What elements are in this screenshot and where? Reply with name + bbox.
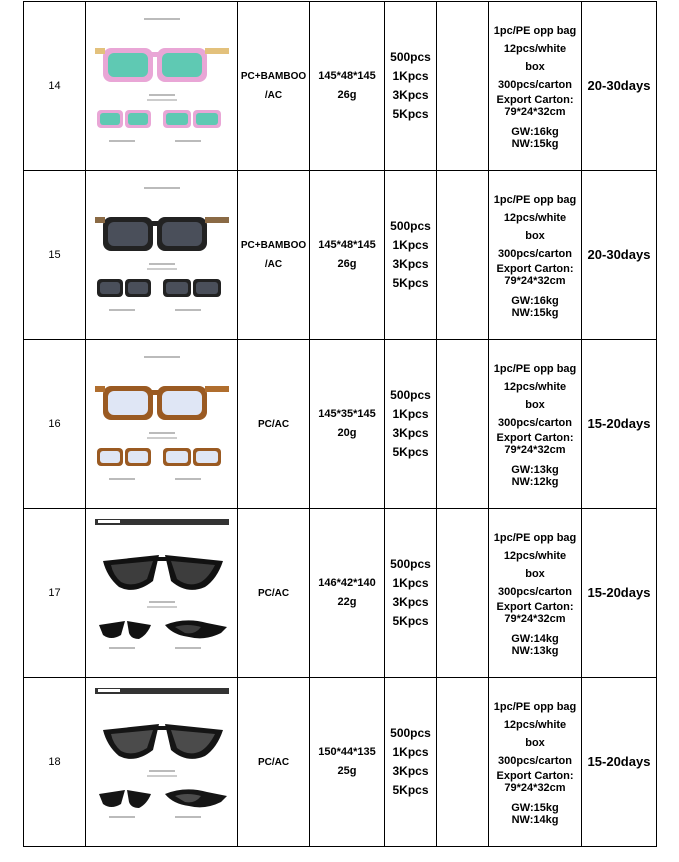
- dimension-text: 150*44*135: [318, 746, 376, 758]
- product-image: [89, 10, 235, 162]
- item-number: 15: [48, 249, 61, 261]
- packing-line: 79*24*32cm: [504, 106, 566, 118]
- packing-line: NW:13kg: [511, 645, 559, 657]
- moq-tier: 500pcs: [390, 557, 431, 571]
- spacer: [489, 118, 581, 126]
- spacer: [489, 456, 581, 464]
- size-weight-cell: [310, 678, 385, 847]
- packing-line: 79*24*32cm: [504, 782, 566, 794]
- packing-line: 79*24*32cm: [504, 613, 566, 625]
- item-number-cell: [24, 340, 86, 509]
- packing-line: 12pcs/white: [503, 43, 567, 55]
- item-number: 18: [48, 756, 61, 768]
- price-cell: [437, 678, 489, 847]
- material-cell: [238, 2, 310, 171]
- product-image-cell: [86, 340, 238, 509]
- moq-tier: 500pcs: [390, 726, 431, 740]
- packing-line: 300pcs/carton: [498, 755, 572, 767]
- lead-time-cell: [582, 2, 657, 171]
- moq-tier: 3Kpcs: [392, 257, 429, 271]
- dimension-text: 145*35*145: [318, 408, 376, 420]
- packing-line: 300pcs/carton: [498, 248, 572, 260]
- material-line: PC/AC: [257, 587, 290, 599]
- price-cell: [437, 340, 489, 509]
- packing-line: GW:13kg: [511, 464, 559, 476]
- packing-line: box: [525, 230, 545, 242]
- packing-line: 1pc/PE opp bag: [493, 701, 577, 713]
- product-image: [89, 686, 235, 838]
- packing-line: 79*24*32cm: [504, 275, 566, 287]
- packing-line: NW:15kg: [511, 138, 559, 150]
- moq-tier: 1Kpcs: [392, 745, 429, 759]
- material-line: PC/AC: [257, 418, 290, 430]
- packing-line: 1pc/PE opp bag: [493, 532, 577, 544]
- packing-line: box: [525, 737, 545, 749]
- packing-cell: [489, 2, 582, 171]
- weight-text: 20g: [337, 427, 357, 439]
- lead-time: 15-20days: [587, 416, 651, 431]
- packing-cell: [489, 678, 582, 847]
- weight-text: 26g: [337, 89, 357, 101]
- material-line: PC/AC: [257, 756, 290, 768]
- table-row: [24, 678, 657, 847]
- moq-tier: 1Kpcs: [392, 407, 429, 421]
- item-number: 17: [48, 587, 61, 599]
- material-cell: [238, 678, 310, 847]
- item-number-cell: [24, 2, 86, 171]
- packing-line: 300pcs/carton: [498, 417, 572, 429]
- packing-line: GW:15kg: [511, 802, 559, 814]
- moq-tier: 1Kpcs: [392, 576, 429, 590]
- packing-line: 1pc/PE opp bag: [493, 363, 577, 375]
- lead-time-cell: [582, 678, 657, 847]
- packing-line: 12pcs/white: [503, 212, 567, 224]
- packing-line: GW:16kg: [511, 295, 559, 307]
- item-number: 16: [48, 418, 61, 430]
- material-cell: [238, 509, 310, 678]
- table-row: [24, 509, 657, 678]
- dimension-text: 146*42*140: [318, 577, 376, 589]
- weight-text: 26g: [337, 258, 357, 270]
- item-number: 14: [48, 80, 61, 92]
- packing-line: 300pcs/carton: [498, 586, 572, 598]
- material-line: PC+BAMBOO: [240, 240, 307, 251]
- product-image-cell: [86, 171, 238, 340]
- lead-time: 20-30days: [587, 78, 651, 93]
- material-line: PC+BAMBOO: [240, 71, 307, 82]
- spacer: [489, 625, 581, 633]
- lead-time: 20-30days: [587, 247, 651, 262]
- packing-line: box: [525, 568, 545, 580]
- item-number-cell: [24, 678, 86, 847]
- product-image-cell: [86, 509, 238, 678]
- packing-line: Export Carton:: [496, 94, 574, 106]
- packing-line: 1pc/PE opp bag: [493, 25, 577, 37]
- moq-cell: [385, 678, 437, 847]
- material-cell: [238, 340, 310, 509]
- material-cell: [238, 171, 310, 340]
- lead-time-cell: [582, 171, 657, 340]
- price-cell: [437, 509, 489, 678]
- moq-tier: 3Kpcs: [392, 426, 429, 440]
- packing-cell: [489, 509, 582, 678]
- moq-tier: 5Kpcs: [392, 445, 429, 459]
- moq-cell: [385, 509, 437, 678]
- packing-line: 300pcs/carton: [498, 79, 572, 91]
- table-row: [24, 340, 657, 509]
- moq-tier: 5Kpcs: [392, 276, 429, 290]
- product-image: [89, 348, 235, 500]
- moq-tier: 3Kpcs: [392, 88, 429, 102]
- dimension-text: 145*48*145: [318, 70, 376, 82]
- packing-cell: [489, 340, 582, 509]
- moq-tier: 5Kpcs: [392, 107, 429, 121]
- packing-line: Export Carton:: [496, 263, 574, 275]
- table-body: [24, 2, 657, 847]
- lead-time: 15-20days: [587, 585, 651, 600]
- packing-cell: [489, 171, 582, 340]
- product-image-cell: [86, 2, 238, 171]
- packing-line: 12pcs/white: [503, 719, 567, 731]
- packing-line: NW:14kg: [511, 814, 559, 826]
- weight-text: 25g: [337, 765, 357, 777]
- lead-time-cell: [582, 340, 657, 509]
- packing-line: 12pcs/white: [503, 381, 567, 393]
- moq-tier: 3Kpcs: [392, 764, 429, 778]
- packing-line: GW:14kg: [511, 633, 559, 645]
- packing-line: 79*24*32cm: [504, 444, 566, 456]
- price-cell: [437, 171, 489, 340]
- spacer: [489, 287, 581, 295]
- item-number-cell: [24, 509, 86, 678]
- packing-line: Export Carton:: [496, 770, 574, 782]
- lead-time: 15-20days: [587, 754, 651, 769]
- moq-tier: 3Kpcs: [392, 595, 429, 609]
- moq-cell: [385, 340, 437, 509]
- moq-tier: 1Kpcs: [392, 238, 429, 252]
- moq-tier: 500pcs: [390, 219, 431, 233]
- dimension-text: 145*48*145: [318, 239, 376, 251]
- size-weight-cell: [310, 2, 385, 171]
- size-weight-cell: [310, 509, 385, 678]
- size-weight-cell: [310, 171, 385, 340]
- material-line: /AC: [264, 90, 283, 101]
- product-table: [23, 1, 657, 847]
- moq-tier: 500pcs: [390, 388, 431, 402]
- packing-line: GW:16kg: [511, 126, 559, 138]
- spacer: [489, 794, 581, 802]
- product-image: [89, 179, 235, 331]
- packing-line: Export Carton:: [496, 601, 574, 613]
- packing-line: box: [525, 61, 545, 73]
- packing-line: Export Carton:: [496, 432, 574, 444]
- product-image-cell: [86, 678, 238, 847]
- packing-line: box: [525, 399, 545, 411]
- packing-line: 12pcs/white: [503, 550, 567, 562]
- item-number-cell: [24, 171, 86, 340]
- size-weight-cell: [310, 340, 385, 509]
- moq-cell: [385, 171, 437, 340]
- table-row: [24, 171, 657, 340]
- moq-cell: [385, 2, 437, 171]
- moq-tier: 1Kpcs: [392, 69, 429, 83]
- moq-tier: 5Kpcs: [392, 614, 429, 628]
- moq-tier: 5Kpcs: [392, 783, 429, 797]
- packing-line: NW:12kg: [511, 476, 559, 488]
- weight-text: 22g: [337, 596, 357, 608]
- packing-line: NW:15kg: [511, 307, 559, 319]
- product-image: [89, 517, 235, 669]
- price-cell: [437, 2, 489, 171]
- material-line: /AC: [264, 259, 283, 270]
- packing-line: 1pc/PE opp bag: [493, 194, 577, 206]
- lead-time-cell: [582, 509, 657, 678]
- moq-tier: 500pcs: [390, 50, 431, 64]
- table-row: [24, 2, 657, 171]
